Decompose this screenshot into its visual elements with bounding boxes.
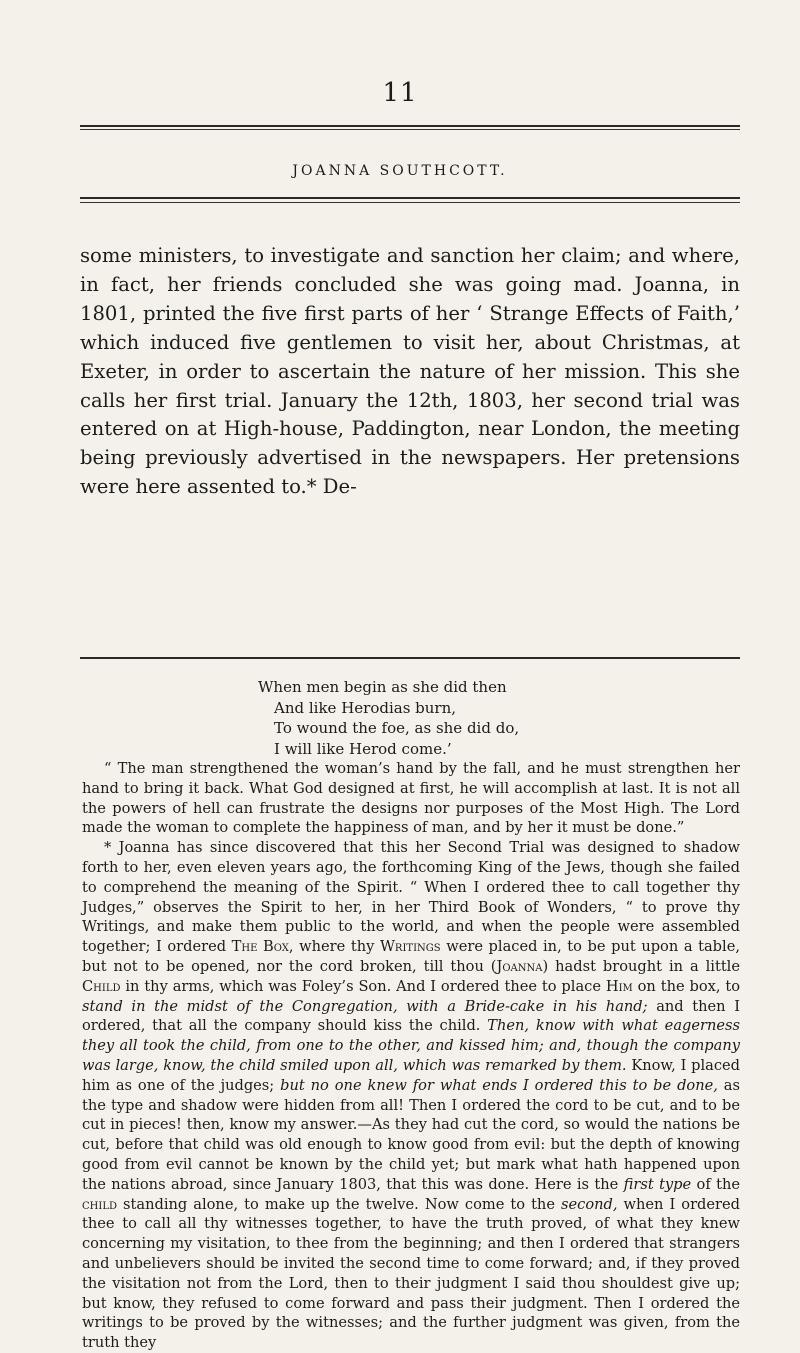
fn-text: , where thy <box>288 938 380 956</box>
main-paragraph: some ministers, to investigate and sanction her claim; and where, in fact, her friends concluded she was going mad. Joanna, in 1801, printed the five first parts of her ‘ Strange Effects of Faith,’ which induced five gentlemen to visit her, about Christmas, at Exeter, in order to ascertain the nature of her mission. This she calls her first trial. January the 12th, 1803, her second trial was entered on at High-house, Paddington, near London, the meeting being previously advertised in the newspapers. Her pretensions were here assented to.* De- <box>80 244 740 499</box>
header-rule-bottom-thin <box>80 202 740 203</box>
fn-italic: second, <box>561 1195 618 1213</box>
main-text <box>80 242 740 502</box>
fn-italic: first type <box>623 1175 692 1193</box>
fn-joanna: Joanna <box>496 957 543 975</box>
fn-italic: stand in the midst of the Congregation, with a Bride-cake in his hand; <box>82 997 648 1015</box>
poem-line: And like Herodias burn, <box>274 698 457 717</box>
fn-him: Him <box>605 977 633 995</box>
page-number: 11 <box>382 78 418 108</box>
fn-text: as the type and shadow were hidden from all! Then I ordered the cord to be cut, and to be cut in pieces! then, know my answer.—As they had cut the cord, so would the nations be cut, before that child was old enough to know good from evil: but the depth of knowing good from evil cannot be known by the child yet; but mark what hath happened upon the nations abroad, since January 1803, that this was done. Here is the <box>82 1076 740 1193</box>
fn-text: and then I ordered, that all the company should kiss the child. <box>82 997 740 1035</box>
fn-text: ) hadst brought in a little <box>542 957 740 975</box>
fn-text: on the box, to <box>632 977 740 995</box>
fn-text: Know, I placed him as one of the judges; <box>82 1056 740 1094</box>
header-rule-bottom <box>80 197 740 199</box>
fn-italic: Then, know with what eagerness they all took the child, from one to the other, and kissed him; and, though the company was large, know, the child smiled upon all, which was remarked by them. <box>82 1017 740 1074</box>
fn-text: were placed in, to be put upon a table, but not to be opened, nor the cord broken, till thou ( <box>82 938 740 975</box>
poem-line: To wound the foe, as she did do, <box>274 719 520 737</box>
poem-line: When men begin as she did then <box>258 678 507 696</box>
running-head: JOANNA SOUTHCOTT. <box>292 163 508 179</box>
fn-text: when I ordered thee to call all thy witnesses together, to have the truth proved, of what they knew concerning my visitation, to thee from the beginning; and then I ordered that strangers and unbelievers should be invited the second time to come forward; and, if they proved the visitation not from the Lord, then to their judgment I said thou shouldest give up; but know, they refused to come forward and pass their judgment. Then I ordered the writings to be proved by the witnesses; and the further judgment was given, from the truth they <box>82 1195 740 1352</box>
poem <box>258 677 658 759</box>
fn-text: of the <box>691 1175 740 1193</box>
fn-the-box: The Box <box>231 938 289 956</box>
fn-text: standing alone, to make up the twelve. Now come to the <box>116 1195 562 1213</box>
footnote-quote: “ The man strengthened the woman’s hand by the fall, and he must strengthen her hand to bring it back. What God designed at first, he will accomplish at last. It is not all the powers of hell can frustrate the designs nor purposes of the Most High. The Lord made the woman to complete the happiness of man, and by her it must be done.” <box>82 760 740 837</box>
footnote-rule <box>80 657 740 659</box>
fn-child: child <box>82 1195 117 1213</box>
footnote-star <box>82 838 740 1353</box>
fn-text: in thy arms, which was Foley’s Son. And I ordered thee to place <box>120 977 606 995</box>
header-rule-top-thin <box>80 129 740 130</box>
poem-line: I will like Herod come.’ <box>274 739 452 758</box>
footnotes <box>82 759 740 1353</box>
fn-writings: Writings <box>379 938 441 956</box>
fn-child: Child <box>82 977 121 995</box>
fn-italic: but no one knew for what ends I ordered this to be done, <box>280 1076 718 1094</box>
header-rule-top <box>80 125 740 127</box>
fn-text: * Joanna has since discovered that this her Second Trial was designed to shadow forth to her, even eleven years ago, the forthcoming King of the Jews, though she failed to comprehend the meaning of the Spirit. “ When I ordered thee to call together thy Judges,” observes the Spirit to her, in her Third Book of Wonders, “ to prove thy Writings, and make them public to the world, and when the people were assembled together; I ordered <box>82 839 740 956</box>
